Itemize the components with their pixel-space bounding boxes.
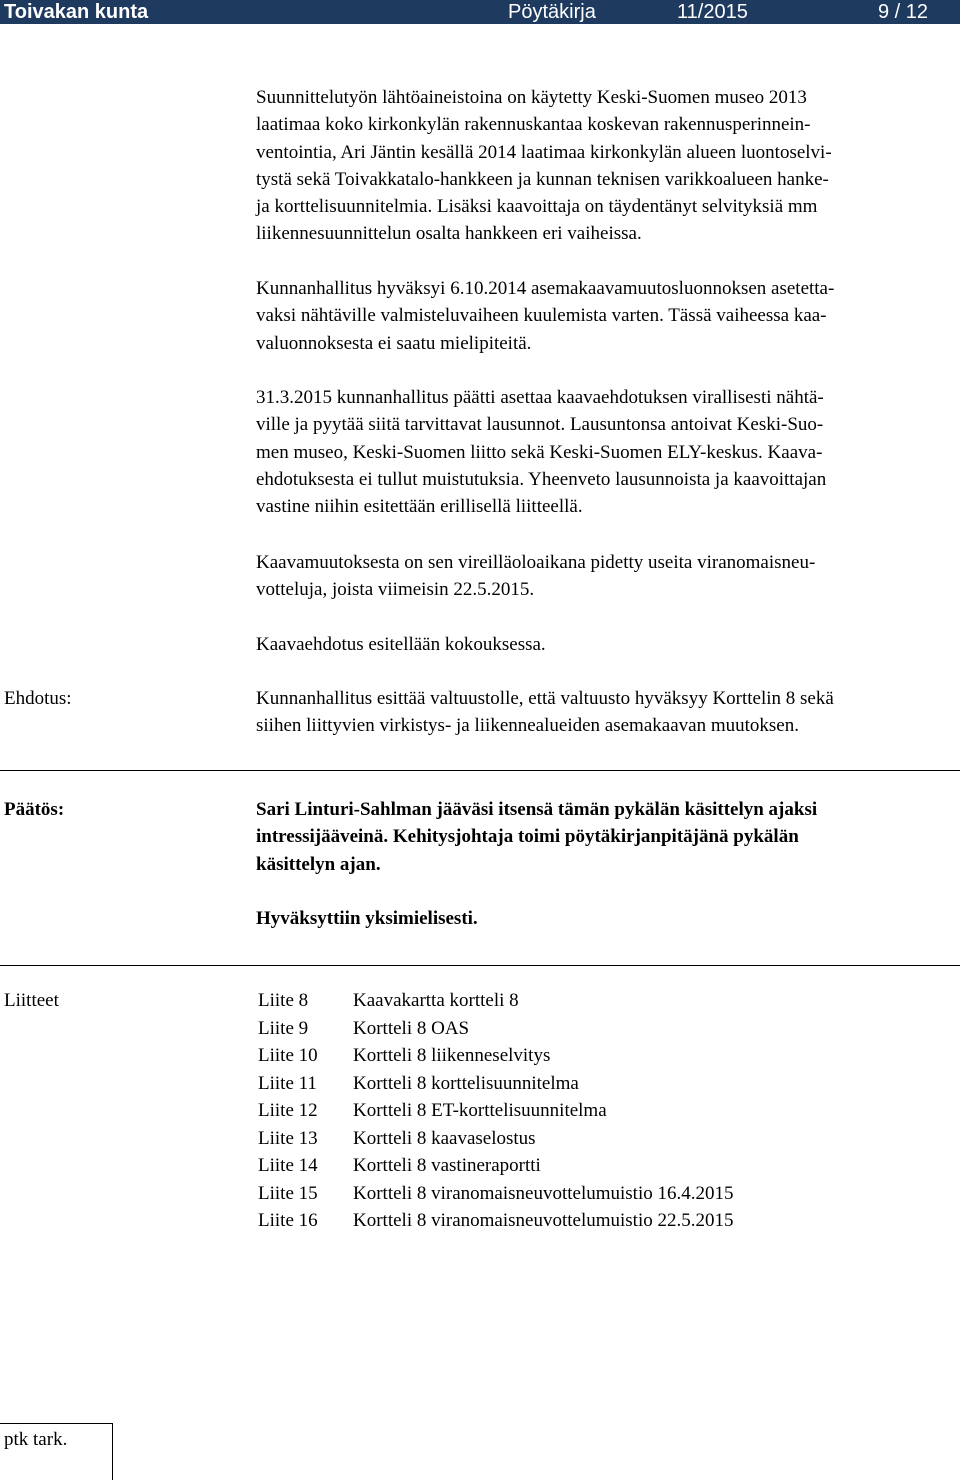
attachment-number: Liite 9	[258, 1017, 309, 1039]
attachment-number: Liite 16	[258, 1210, 318, 1231]
section-divider	[0, 965, 960, 966]
attachment-number: Liite 14	[258, 1155, 318, 1176]
attachment-item	[0, 1097, 960, 1124]
attachments-label: Liitteet	[4, 990, 59, 1011]
attachment-item	[0, 1152, 960, 1179]
attachment-item	[0, 1125, 960, 1152]
decision-text: Sari Linturi-Sahlman jääväsi itsensä tämän pykälän käsittelyn ajaksi intressijääveinä. Kehitysjohtaja toimi pöytäkirjanpitäjänä pykälän käsittelyn ajan.	[256, 799, 818, 875]
page-header	[0, 0, 960, 24]
document-type: Pöytäkirja	[508, 1, 596, 23]
attachment-title: Kortteli 8 liikenneselvitys	[353, 1045, 551, 1066]
minutes-checker-label: ptk tark.	[4, 1429, 68, 1450]
attachment-number: Liite 11	[258, 1072, 317, 1094]
attachment-item	[0, 1207, 960, 1234]
attachment-title: Kortteli 8 korttelisuunnitelma	[353, 1072, 579, 1094]
attachment-item	[0, 1015, 960, 1042]
attachment-title: Kortteli 8 vastineraportti	[353, 1155, 541, 1176]
paragraph-draft-approval: Kunnanhallitus hyväksyi 6.10.2014 asemakaavamuutosluonnoksen asetetta- vaksi nähtäville valmisteluvaiheen kuulemista varten. Tässä vaiheessa kaa- valuonnoksesta ei saatu mielipiteitä.	[256, 278, 835, 354]
page-number: 9 / 12	[878, 1, 929, 23]
attachment-item	[0, 1042, 960, 1069]
attachment-number: Liite 15	[258, 1182, 318, 1204]
attachment-title: Kortteli 8 ET-korttelisuunnitelma	[353, 1100, 607, 1121]
attachment-number: Liite 13	[258, 1127, 318, 1149]
attachment-title: Kortteli 8 viranomaisneuvottelumuistio 16.4.2015	[353, 1182, 734, 1204]
attachment-title: Kortteli 8 viranomaisneuvottelumuistio 22.5.2015	[353, 1210, 734, 1231]
organization-name: Toivakan kunta	[4, 1, 149, 23]
section-divider	[0, 770, 960, 771]
decision-result: Hyväksyttiin yksimielisesti.	[256, 908, 478, 929]
attachment-item	[0, 1070, 960, 1097]
minutes-checker-box	[0, 1423, 113, 1480]
attachment-number: Liite 10	[258, 1045, 318, 1066]
attachment-item	[0, 1180, 960, 1207]
attachment-title: Kaavakartta kortteli 8	[353, 990, 519, 1011]
document-number: 11/2015	[677, 1, 748, 23]
attachment-number: Liite 12	[258, 1100, 318, 1121]
paragraph-proposal-statements: 31.3.2015 kunnanhallitus päätti asettaa kaavaehdotuksen virallisesti nähtä- ville ja pyytää siitä tarvittavat lausunnot. Lausuntonsa antoivat Keski-Suo- men museo, Keski-Suomen liitto sekä Keski-Suomen ELY-keskus. Kaava- ehdotuksesta ei tullut muistutuksia. Yheenveto lausunnoista ja kaavoittajan vastine niihin esitettään erillisellä liitteellä.	[256, 387, 827, 518]
decision-label: Päätös:	[4, 799, 65, 820]
attachment-number: Liite 8	[258, 990, 309, 1011]
proposal-text: Kunnanhallitus esittää valtuustolle, että valtuusto hyväksyy Korttelin 8 sekä siihen liittyvien virkistys- ja liikennealueiden asemakaavan muutoksen.	[256, 688, 834, 737]
attachment-item	[0, 987, 960, 1014]
attachment-title: Kortteli 8 kaavaselostus	[353, 1127, 536, 1149]
paragraph-presentation: Kaavaehdotus esitellään kokouksessa.	[256, 634, 546, 655]
paragraph-source-materials: Suunnittelutyön lähtöaineistoina on käytetty Keski-Suomen museo 2013 laatimaa koko kirkonkylän rakennuskantaa koskevan rakennusperinnein- ventointia, Ari Jäntin kesällä 2014 laatimaa kirkonkylän alueen luontoselvi- tystä sekä Toivakkatalo-hankkeen ja kunnan teknisen varikkoalueen hanke- ja korttelisuunnitelmia. Lisäksi kaavoittaja on täydentänyt selvityksiä mm liikennesuunnittelun osalta hankkeen eri vaiheissa.	[256, 87, 832, 245]
attachment-title: Kortteli 8 OAS	[353, 1017, 470, 1039]
paragraph-authority-negotiations: Kaavamuutoksesta on sen vireilläoloaikana pidetty useita viranomaisneu- votteluja, joista viimeisin 22.5.2015.	[256, 552, 816, 601]
proposal-label: Ehdotus:	[4, 688, 72, 709]
